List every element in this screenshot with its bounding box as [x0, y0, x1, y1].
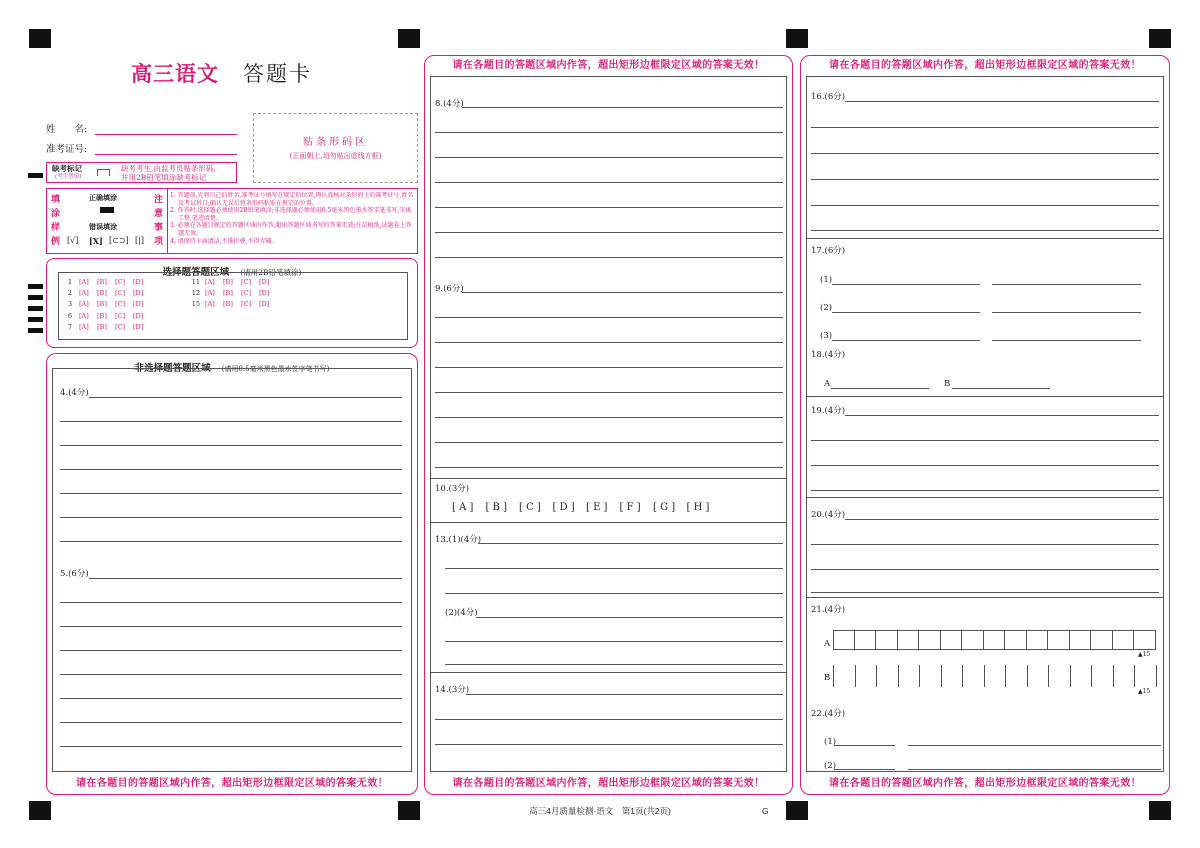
choice-option-bubble: [C]: [115, 300, 126, 309]
answer-line: [60, 469, 402, 470]
answer-line: [445, 568, 783, 569]
absence-mark-bubble: [97, 169, 110, 176]
wrong-fill-sample: [X]: [89, 236, 103, 246]
choice-option-bubble: [A]: [205, 300, 215, 309]
answer-cell: [919, 631, 941, 649]
page-footer: 高三4月质量检测·语文 第1页(共2页): [529, 806, 671, 816]
answer-cell: [1113, 631, 1135, 649]
answer-tick: [833, 665, 834, 687]
question-13-part1-label: 13.(1)(4分): [435, 535, 482, 545]
choice-option-bubble: [D]: [133, 311, 144, 320]
nonchoice-section-note: (请用0.5毫米黑色墨水签字笔书写): [221, 365, 330, 373]
name-field-line: [95, 134, 237, 135]
timing-mark: [28, 317, 43, 322]
answer-tick: [1027, 665, 1028, 687]
notice-char: 意: [154, 209, 164, 219]
answer-line: [60, 421, 402, 422]
answer-line: [435, 157, 783, 158]
nonchoice-section-title: 非选择题答题区域: [134, 363, 211, 374]
answer-tick: [1070, 665, 1071, 687]
question-22-part-label: (2): [824, 761, 837, 771]
notice-char: 事: [154, 223, 164, 233]
choice-option-bubble: [A]: [205, 278, 215, 286]
absence-mark-label: 缺考标记: [52, 164, 82, 173]
answer-line: [435, 232, 783, 233]
choice-option-bubble: [C]: [241, 300, 252, 309]
answer-frame: [52, 368, 412, 772]
answer-line: [435, 317, 783, 318]
question-17-part-label: (1): [820, 275, 833, 285]
answer-tick: [855, 665, 856, 687]
answer-tick: [919, 665, 920, 687]
answer-line: [952, 388, 1050, 389]
answer-underline: [845, 101, 1159, 102]
choice-option-bubble: [B]: [97, 300, 107, 309]
answer-underline: [845, 415, 1159, 416]
answer-line: [60, 445, 402, 446]
section-divider: [430, 522, 787, 523]
section-divider: [806, 238, 1164, 239]
choice-option-bubble: [D]: [133, 289, 144, 298]
answer-tick: [876, 665, 877, 687]
answer-line: [992, 340, 1141, 341]
answer-tick: [941, 665, 942, 687]
absence-instruction-line: 并用2B铅笔填涂缺考标记: [121, 173, 207, 182]
boundary-warning: 请在各题目的答题区域内作答，超出矩形边框限定区域的答案无效！: [829, 60, 1141, 71]
choice-question-number: 6: [67, 311, 72, 320]
answer-line: [832, 340, 980, 341]
answer-cell: [1048, 631, 1070, 649]
choice-answer-grid: [58, 272, 408, 340]
question-18-label: 18.(4分): [811, 350, 846, 360]
timing-mark: [28, 284, 43, 289]
answer-line: [60, 517, 402, 518]
question-4-label: 4.(4分): [60, 388, 89, 398]
question-8-label: 8.(4分): [435, 99, 464, 109]
question-18-a-label: A: [824, 379, 831, 389]
answer-cell: [855, 631, 877, 649]
answer-line: [60, 602, 402, 603]
fill-example-box: [46, 188, 418, 254]
question-22-label: 22.(4分): [811, 709, 846, 719]
choice-option-bubble: [D]: [259, 289, 270, 298]
answer-line: [908, 745, 1161, 746]
answer-cell: [876, 631, 898, 649]
question-13-part2-label: (2)(4分): [445, 608, 478, 618]
answer-tick: [1048, 665, 1049, 687]
notice-char: 项: [154, 237, 164, 247]
question-10-option: [ C ]: [519, 502, 541, 513]
notice-item: 4. 请保持卡面清洁,不准折叠,不得弄破。: [170, 237, 278, 245]
choice-option-bubble: [D]: [259, 300, 270, 309]
notice-list: [170, 192, 415, 252]
question-14-label: 14.(3分): [435, 685, 470, 695]
answer-cell: [1027, 631, 1049, 649]
choice-question-number: 12: [191, 289, 200, 298]
timing-mark: [28, 173, 43, 178]
answer-line: [831, 388, 929, 389]
answer-line: [811, 592, 1159, 593]
answer-line: [908, 769, 1161, 770]
answer-line: [60, 746, 402, 747]
answer-line: [435, 719, 783, 720]
choice-option-bubble: [B]: [223, 278, 233, 286]
choice-option-bubble: [B]: [223, 300, 233, 309]
choice-option-bubble: [A]: [79, 278, 89, 286]
answer-line: [60, 698, 402, 699]
answer-cell: [1070, 631, 1092, 649]
section-divider: [806, 597, 1164, 598]
notice-item: 1. 答题前,先将自己的姓名,准考证号填写在规定的位置,再认真核对条形码上的准考证号,姓名及考试科目,确认无误后将条形码粘贴在规定的位置。: [170, 192, 414, 207]
wrong-fill-sample: [|]: [135, 236, 144, 245]
answer-cell: [1091, 631, 1113, 649]
answer-cell: [962, 631, 984, 649]
answer-frame: [806, 76, 1164, 772]
question-21-a-label: A: [824, 639, 831, 649]
answer-line: [435, 257, 783, 258]
answer-line: [811, 153, 1159, 154]
answer-line: [811, 440, 1159, 441]
answer-line: [811, 205, 1159, 206]
choice-option-bubble: [A]: [79, 311, 89, 320]
answer-underline: [845, 519, 1159, 520]
answer-line: [811, 490, 1159, 491]
choice-option-bubble: [D]: [133, 278, 144, 286]
version-code: G: [762, 806, 769, 816]
answer-line: [435, 132, 783, 133]
choice-option-bubble: [C]: [241, 289, 252, 298]
wrong-fill-sample: [⊂⊃]: [109, 236, 129, 245]
answer-frame: [430, 76, 787, 772]
registration-mark: [398, 29, 420, 48]
answer-line: [60, 650, 402, 651]
answer-underline: [466, 694, 783, 695]
answer-line: [60, 541, 402, 542]
section-divider: [430, 478, 787, 479]
choice-question-number: 11: [191, 278, 200, 286]
answer-line: [811, 544, 1159, 545]
answer-underline: [89, 578, 402, 579]
choice-option-bubble: [A]: [79, 322, 89, 331]
answer-line: [60, 493, 402, 494]
choice-option-bubble: [C]: [115, 322, 126, 331]
correct-fill-sample: [100, 207, 114, 213]
answer-cell: [941, 631, 963, 649]
subject-title: 高三语文: [131, 63, 219, 86]
question-10-option: [ A ]: [452, 502, 474, 513]
answer-line: [992, 284, 1141, 285]
choice-option-bubble: [C]: [115, 278, 126, 286]
answer-tick: [898, 665, 899, 687]
answer-line: [811, 127, 1159, 128]
boundary-warning: 请在各题目的答题区域内作答，超出矩形边框限定区域的答案无效！: [452, 60, 765, 71]
barcode-title: 贴条形码区: [303, 137, 368, 148]
question-21-b-label: B: [824, 673, 831, 683]
exam-id-field-line: [95, 154, 237, 155]
question-21-label: 21.(4分): [811, 605, 846, 615]
answer-line: [811, 569, 1159, 570]
registration-mark: [29, 801, 51, 820]
choice-option-bubble: [C]: [115, 289, 126, 298]
question-22-part-label: (1): [824, 737, 837, 747]
choice-option-bubble: [D]: [133, 322, 144, 331]
answer-line: [60, 626, 402, 627]
answer-underline: [478, 543, 783, 544]
answer-tick: [1005, 665, 1006, 687]
fill-example-char: 填: [51, 195, 61, 205]
question-10-option: [ D ]: [552, 502, 575, 513]
absence-instruction-line: 缺考考生,由监考员贴条形码,: [121, 164, 216, 173]
notice-item: 3. 必须在各题目规定的答题区域内作答,超出答题区域书写的答案无效;在草稿纸,试题卷上答题无效。: [170, 222, 412, 237]
section-divider: [806, 497, 1164, 498]
answer-line: [811, 465, 1159, 466]
answer-cell: [898, 631, 920, 649]
notice-item: 2. 作答时,选择题必须使用2B铅笔填涂;非选择题必须使用0.5毫米黑色墨水签字笔书写,字体工整,笔迹清楚。: [170, 207, 412, 222]
answer-line: [435, 442, 783, 443]
timing-mark: [28, 295, 43, 300]
choice-option-bubble: [D]: [259, 278, 270, 286]
answer-line: [435, 392, 783, 393]
name-label: 姓 名:: [46, 124, 88, 135]
barcode-area: [253, 113, 418, 183]
choice-question-number: 1: [67, 278, 72, 286]
choice-question-number: 15: [191, 300, 200, 309]
choice-option-bubble: [A]: [79, 289, 89, 298]
question-18-b-label: B: [944, 379, 951, 389]
answer-tick: [962, 665, 963, 687]
answer-underline: [89, 397, 402, 398]
question-17-label: 17.(6分): [811, 246, 846, 256]
boundary-warning: 请在各题目的答题区域内作答，超出矩形边框限定区域的答案无效！: [829, 778, 1141, 789]
answer-tick: [1113, 665, 1114, 687]
question-19-label: 19.(4分): [811, 406, 846, 416]
answer-line: [435, 744, 783, 745]
question-10-option: [ G ]: [653, 502, 676, 513]
answer-line: [435, 467, 783, 468]
boundary-warning: 请在各题目的答题区域内作答，超出矩形边框限定区域的答案无效！: [452, 778, 765, 789]
answer-line: [435, 417, 783, 418]
answer-line: [60, 674, 402, 675]
choice-option-bubble: [C]: [115, 311, 126, 320]
question-10-option: [ E ]: [586, 502, 608, 513]
answer-line: [435, 182, 783, 183]
cell-count-mark: ▲15: [1138, 651, 1151, 658]
answer-tick: [1134, 665, 1135, 687]
answer-underline: [476, 617, 783, 618]
absence-mark-note: (考生禁填): [55, 174, 82, 180]
registration-mark: [786, 29, 808, 48]
registration-mark: [398, 801, 420, 820]
answer-tick: [1156, 665, 1157, 687]
character-grid-row-a: [833, 630, 1156, 650]
answer-cell: [1005, 631, 1027, 649]
choice-question-number: 3: [67, 300, 72, 309]
choice-option-bubble: [B]: [97, 322, 107, 331]
question-9-label: 9.(6分): [435, 284, 464, 294]
notice-char: 注: [154, 195, 164, 205]
choice-option-bubble: [D]: [133, 300, 144, 309]
choice-option-bubble: [A]: [79, 300, 89, 309]
answer-line: [811, 230, 1159, 231]
question-10-label: 10.(3分): [435, 484, 470, 494]
correct-fill-label: 正确填涂: [89, 195, 117, 202]
timing-mark: [28, 328, 43, 333]
answer-line: [445, 641, 783, 642]
answer-line: [834, 745, 895, 746]
answer-cell: [1134, 631, 1156, 649]
registration-mark: [1149, 801, 1171, 820]
answer-line: [445, 664, 783, 665]
wrong-fill-label: 错误填涂: [89, 224, 117, 231]
boundary-warning: 请在各题目的答题区域内作答，超出矩形边框限定区域的答案无效！: [76, 778, 388, 789]
choice-option-bubble: [A]: [205, 289, 215, 298]
question-10-option: [ H ]: [686, 502, 710, 513]
absence-mark-box: [46, 162, 237, 183]
choice-option-bubble: [C]: [241, 278, 252, 286]
fill-example-char: 样: [51, 223, 61, 233]
section-divider: [430, 672, 787, 673]
answer-line: [435, 342, 783, 343]
choice-option-bubble: [B]: [97, 311, 107, 320]
question-17-part-label: (2): [820, 303, 833, 313]
question-16-label: 16.(6分): [811, 92, 846, 102]
card-title: 答题卡: [243, 62, 312, 86]
registration-mark: [786, 801, 808, 820]
answer-line: [60, 722, 402, 723]
choice-question-number: 2: [67, 289, 72, 298]
answer-cell: [984, 631, 1006, 649]
answer-tick: [1091, 665, 1092, 687]
answer-line: [834, 769, 895, 770]
choice-section-title: 选择题答题区域: [162, 267, 230, 278]
fill-example-char: 涂: [51, 209, 61, 219]
answer-line: [811, 179, 1159, 180]
question-10-option: [ B ]: [485, 502, 508, 513]
choice-question-number: 7: [67, 322, 72, 331]
choice-option-bubble: [B]: [223, 289, 233, 298]
question-17-part-label: (3): [820, 331, 833, 341]
answer-cell: [833, 631, 855, 649]
question-20-label: 20.(4分): [811, 510, 846, 520]
choice-section-note: (请用2B铅笔填涂): [240, 268, 302, 277]
registration-mark: [1149, 29, 1171, 48]
choice-option-bubble: [B]: [97, 289, 107, 298]
answer-line: [992, 312, 1141, 313]
notice-divider: [167, 189, 168, 253]
answer-line: [832, 284, 980, 285]
section-divider: [806, 396, 1164, 397]
timing-mark: [28, 306, 43, 311]
answer-line: [435, 207, 783, 208]
exam-id-label: 准考证号:: [46, 144, 88, 155]
registration-mark: [29, 29, 51, 48]
choice-option-bubble: [B]: [97, 278, 107, 286]
question-5-label: 5.(6分): [60, 569, 89, 579]
question-10-option: [ F ]: [619, 502, 641, 513]
answer-underline: [462, 292, 783, 293]
answer-line: [445, 593, 783, 594]
answer-underline: [462, 107, 783, 108]
cell-count-mark: ▲15: [1138, 688, 1151, 695]
answer-tick: [984, 665, 985, 687]
answer-line: [832, 312, 980, 313]
barcode-note: (正面朝上,切勿贴出虚线方框): [289, 152, 382, 160]
wrong-fill-sample: [√]: [67, 236, 79, 245]
answer-line: [435, 367, 783, 368]
fill-example-char: 例: [51, 237, 61, 247]
